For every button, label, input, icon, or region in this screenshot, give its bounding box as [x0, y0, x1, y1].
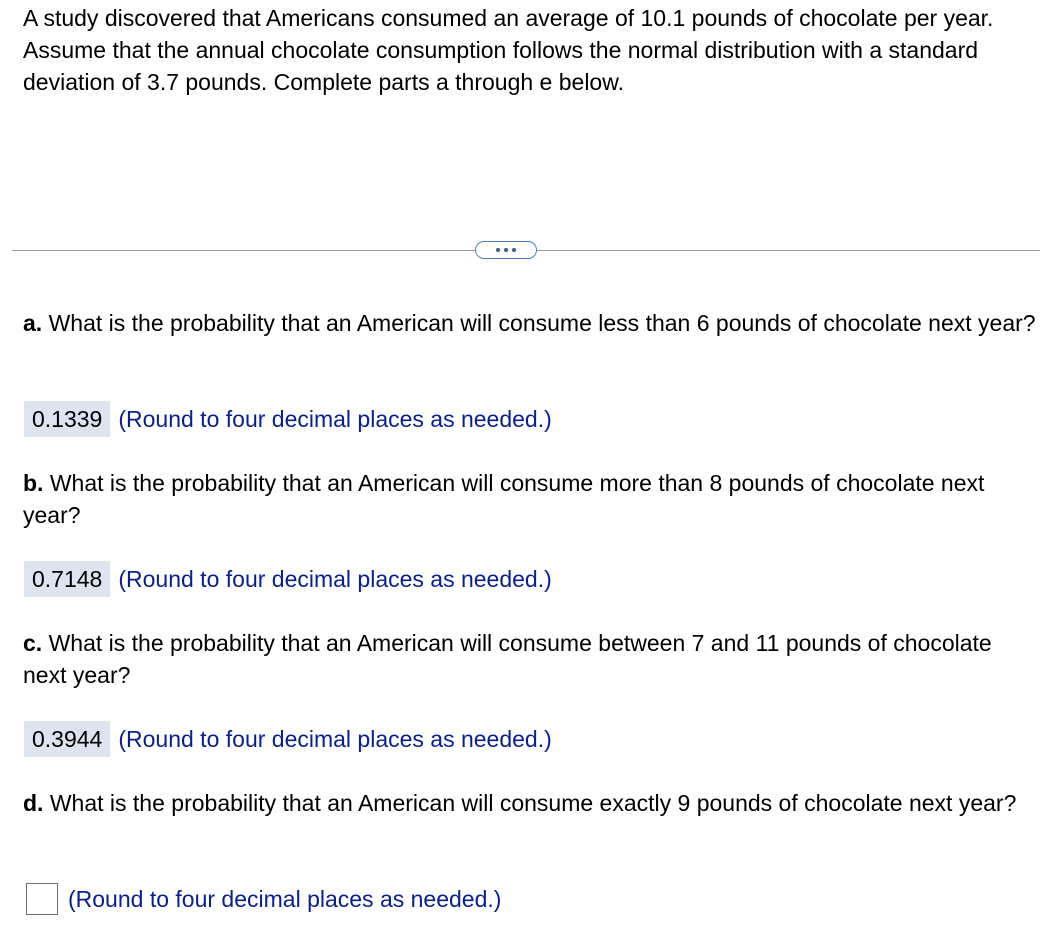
rounding-hint: (Round to four decimal places as needed.)	[68, 885, 502, 912]
answer-row-part-a	[24, 401, 552, 437]
question-text: What is the probability that an American will consume more than 8 pounds of chocolate next year?	[23, 470, 985, 528]
part-label: b.	[23, 470, 44, 496]
part-label: c.	[23, 630, 43, 656]
rounding-hint: (Round to four decimal places as needed.)	[118, 565, 552, 592]
answer-field-part-b[interactable]: 0.7148	[24, 561, 110, 597]
answer-field-part-a[interactable]: 0.1339	[24, 401, 110, 437]
answer-row-part-c	[24, 721, 552, 757]
part-label: a.	[23, 310, 43, 336]
question-part-a	[23, 307, 1040, 339]
part-label: d.	[23, 790, 44, 816]
rounding-hint: (Round to four decimal places as needed.)	[118, 405, 552, 432]
question-text: What is the probability that an American will consume exactly 9 pounds of chocolate next year?	[49, 790, 1017, 816]
ellipsis-icon	[496, 248, 500, 252]
question-part-d	[23, 787, 1040, 819]
question-part-c	[23, 627, 1040, 691]
question-text: What is the probability that an American will consume less than 6 pounds of chocolate next year?	[48, 310, 1036, 336]
answer-row-part-b	[24, 561, 552, 597]
answer-input-part-d[interactable]	[26, 883, 58, 915]
question-part-b	[23, 467, 1040, 531]
answer-row-part-d	[24, 881, 501, 917]
answer-field-part-c[interactable]: 0.3944	[24, 721, 110, 757]
problem-statement: A study discovered that Americans consumed an average of 10.1 pounds of chocolate per year. Assume that the annual chocolate consumption follows the normal distribution with a standard deviation of 3.7 pounds. Complete parts a through e below.	[23, 5, 994, 95]
rounding-hint: (Round to four decimal places as needed.)	[118, 725, 552, 752]
question-text: What is the probability that an American will consume between 7 and 11 pounds of chocolate next year?	[23, 630, 992, 688]
show-more-button[interactable]	[475, 241, 537, 259]
